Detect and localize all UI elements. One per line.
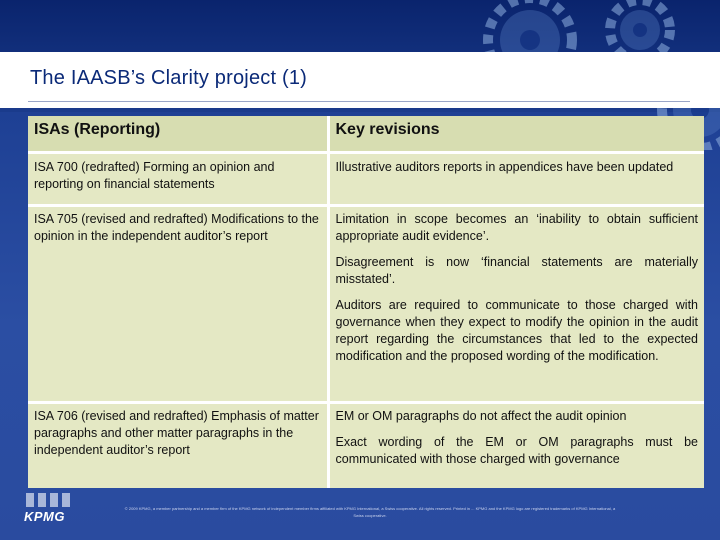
revision-text: Illustrative auditors reports in appendices have been updated <box>335 160 674 174</box>
footer-copyright: © 2009 KPMG, a member partnership and a member firm of the KPMG network of independent member firms affiliated with KPMG International, a Swiss cooperative. All rights reserved. Printed in ... KPMG and the KPMG logo are registered trademarks of KPMG International, a Swiss cooperative. <box>124 506 616 518</box>
revision-cell <box>328 206 704 403</box>
header-isas: ISAs (Reporting) <box>28 116 328 153</box>
header-key-revisions: Key revisions <box>328 116 704 153</box>
revision-text: Auditors are required to communicate to those charged with governance when they expect to modify the opinion in the audit report regarding the circumstances that led to the expected modification and the proposed wording of the modification. <box>335 298 698 363</box>
revision-text: Disagreement is now ‘financial statements are materially misstated’. <box>335 255 698 286</box>
isa-cell: ISA 706 (revised and redrafted) Emphasis of matter paragraphs and other matter paragraphs in the independent auditor’s report <box>28 403 328 489</box>
isa-table-container <box>28 116 704 488</box>
table-row <box>28 403 704 489</box>
isa-cell: ISA 700 (redrafted) Forming an opinion and reporting on financial statements <box>28 153 328 206</box>
logo-text: KPMG <box>24 509 65 524</box>
logo-bars-icon <box>26 493 76 507</box>
page-title: The IAASB’s Clarity project (1) <box>30 67 308 89</box>
revision-text: Limitation in scope becomes an ‘inability to obtain sufficient appropriate audit evidence’. <box>335 212 698 243</box>
isa-revisions-table <box>28 116 704 488</box>
revision-cell <box>328 403 704 489</box>
revision-text: EM or OM paragraphs do not affect the audit opinion <box>335 409 627 423</box>
table-row <box>28 153 704 206</box>
table-header-row <box>28 116 704 153</box>
table-row <box>28 206 704 403</box>
isa-cell: ISA 705 (revised and redrafted) Modifications to the opinion in the independent auditor’s report <box>28 206 328 403</box>
title-divider <box>28 101 690 102</box>
kpmg-logo <box>24 493 88 527</box>
revision-text: Exact wording of the EM or OM paragraphs must be communicated with those charged with governance <box>335 435 698 466</box>
revision-cell <box>328 153 704 206</box>
